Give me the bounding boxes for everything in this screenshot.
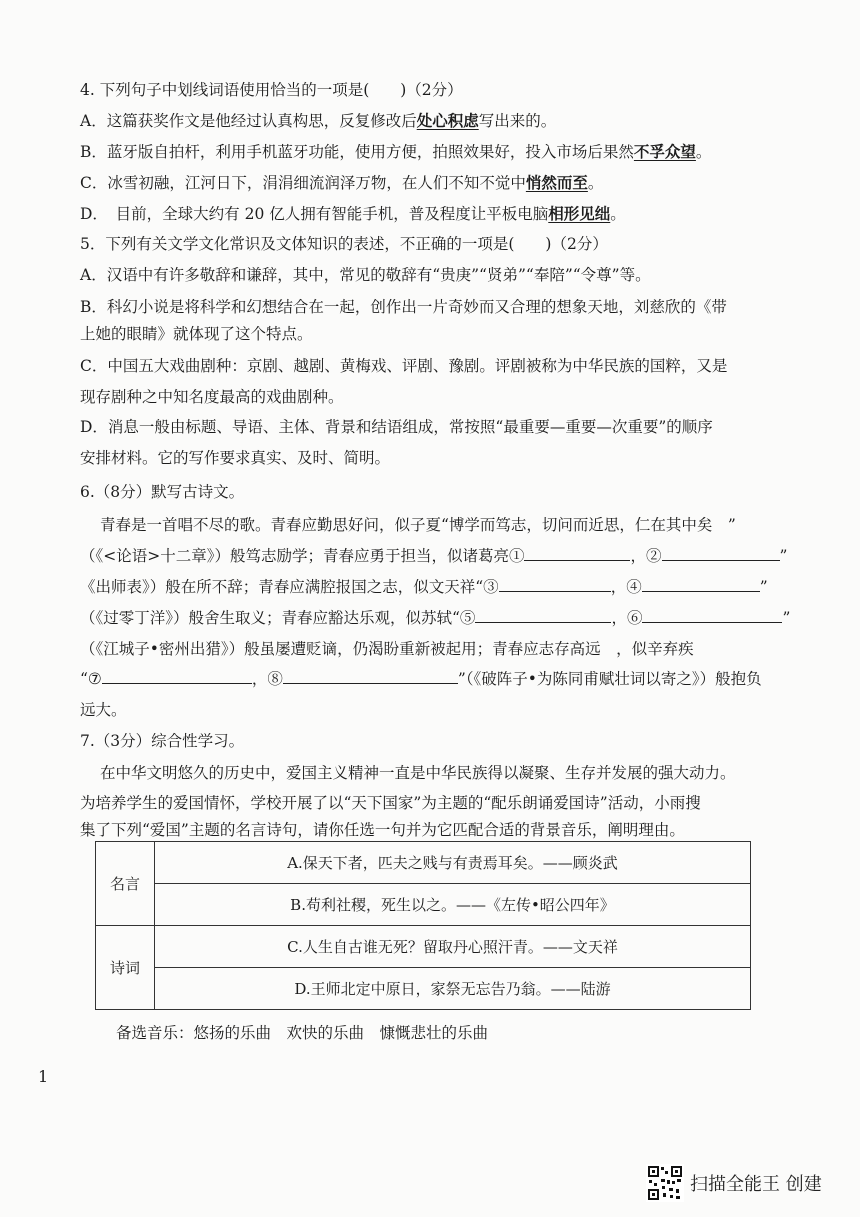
table-row [96, 842, 751, 884]
q5-option-b-line1: B．科幻小说是将科学和幻想结合在一起，创作出一片奇妙而又合理的想象天地，刘慈欣的《带 [80, 298, 727, 316]
q7-paragraph-1: 在中华文明悠久的历史中，爱国主义精神一直是中华民族得以凝聚、生存并发展的强大动力。 [100, 764, 736, 782]
answer-blank-7[interactable] [102, 668, 252, 684]
underlined-term: 相形见绌 [548, 204, 611, 223]
q4-option-d: D． 目前，全球大约有 20 亿人拥有智能手机，普及程度让平板电脑相形见绌。 [80, 204, 626, 223]
q5-option-c-line2: 现存剧种之中知名度最高的戏曲剧种。 [80, 388, 344, 406]
music-options: 备选音乐：悠扬的乐曲 欢快的乐曲 慷慨悲壮的乐曲 [116, 1024, 489, 1042]
q6-line-5: （《江城子•密州出猎》）般虽屡遭贬谪，仍渴盼重新被起用；青春应志存高远 ，似辛弃疾 [80, 640, 694, 658]
category-cell: 名言 [96, 842, 155, 926]
q6-stem: 6.（8分）默写古诗文。 [80, 483, 245, 501]
table-row [96, 968, 751, 1010]
q4-stem: 4. 下列句子中划线词语使用恰当的一项是( )（2分） [80, 81, 463, 99]
q6-line-3: 《出师表》）般在所不辞；青春应满腔报国之志，似文天祥“③ ，④ ” [80, 578, 768, 596]
q5-option-a: A．汉语中有许多敬辞和谦辞，其中，常见的敬辞有“贵庚”“贤弟”“奉陪”“令尊”等。 [80, 266, 651, 284]
table-row [96, 884, 751, 926]
q6-line-4: （《过零丁洋》）般舍生取义；青春应豁达乐观，似苏轼“⑤ ，⑥ ” [80, 609, 791, 627]
q4-option-b: B．蓝牙版自拍杆，利用手机蓝牙功能，使用方便，拍照效果好，投入市场后果然不孚众望。 [80, 142, 712, 161]
answer-blank-2[interactable] [662, 545, 780, 561]
q5-option-d-line2: 安排材料。它的写作要求真实、及时、简明。 [80, 449, 391, 467]
underlined-term: 不孚众望 [633, 142, 696, 161]
answer-blank-4[interactable] [642, 576, 760, 592]
q4-option-c: C．冰雪初融，江河日下，涓涓细流润泽万物，在人们不知不觉中悄然而至。 [80, 173, 604, 192]
q6-line-6: “⑦ ，⑧ ”（《破阵子•为陈同甫赋壮词以寄之》）般抱负 [80, 670, 762, 688]
answer-blank-3[interactable] [499, 576, 611, 592]
answer-blank-6[interactable] [642, 607, 782, 623]
underlined-term: 处心积虑 [416, 111, 479, 130]
q7-paragraph-2: 为培养学生的爱国情怀，学校开展了以“天下国家”为主题的“配乐朗诵爱国诗”活动，小雨搜 [80, 794, 701, 812]
page-number: 1 [38, 1067, 49, 1086]
q5-stem: 5．下列有关文学文化常识及文体知识的表述，不正确的一项是( )（2分） [80, 235, 608, 253]
q7-stem: 7.（3分）综合性学习。 [80, 732, 245, 750]
underlined-term: 悄然而至 [525, 173, 588, 192]
table-row [96, 926, 751, 968]
category-cell: 诗词 [96, 926, 155, 1010]
q5-option-c-line1: C．中国五大戏曲剧种：京剧、越剧、黄梅戏、评剧、豫剧。评剧被称为中华民族的国粹，又是 [80, 357, 728, 375]
quote-c: C.人生自古谁无死？留取丹心照汗青。——文天祥 [155, 926, 751, 968]
q7-paragraph-3: 集了下列“爱国”主题的名言诗句，请你任选一句并为它匹配合适的背景音乐，阐明理由。 [80, 821, 685, 839]
quote-a: A.保天下者，匹夫之贱与有责焉耳矣。——顾炎武 [155, 842, 751, 884]
q5-option-b-line2: 上她的眼睛》就体现了这个特点。 [80, 325, 313, 343]
q5-option-d-line1: D．消息一般由标题、导语、主体、背景和结语组成，常按照“最重要—重要—次重要”的顺序 [80, 418, 713, 436]
q6-line-1: 青春是一首唱不尽的歌。青春应勤思好问，似子夏“博学而笃志，切问而近思，仁在其中矣 ” [100, 516, 736, 534]
answer-blank-8[interactable] [283, 668, 458, 684]
answer-blank-5[interactable] [475, 607, 611, 623]
q6-line-2: （《<论语>十二章》）般笃志励学；青春应勇于担当，似诸葛亮① ，② ” [80, 547, 788, 565]
qr-code-icon [646, 1164, 684, 1202]
q6-line-7: 远大。 [80, 701, 127, 719]
scanner-brand-label: 扫描全能王 创建 [690, 1174, 822, 1195]
answer-blank-1[interactable] [524, 545, 630, 561]
quotes-table [95, 841, 751, 1010]
quote-b: B.苟利社稷，死生以之。——《左传•昭公四年》 [155, 884, 751, 926]
quote-d: D.王师北定中原日，家祭无忘告乃翁。——陆游 [155, 968, 751, 1010]
q4-option-a: A．这篇获奖作文是他经过认真构思，反复修改后处心积虑写出来的。 [80, 111, 557, 130]
